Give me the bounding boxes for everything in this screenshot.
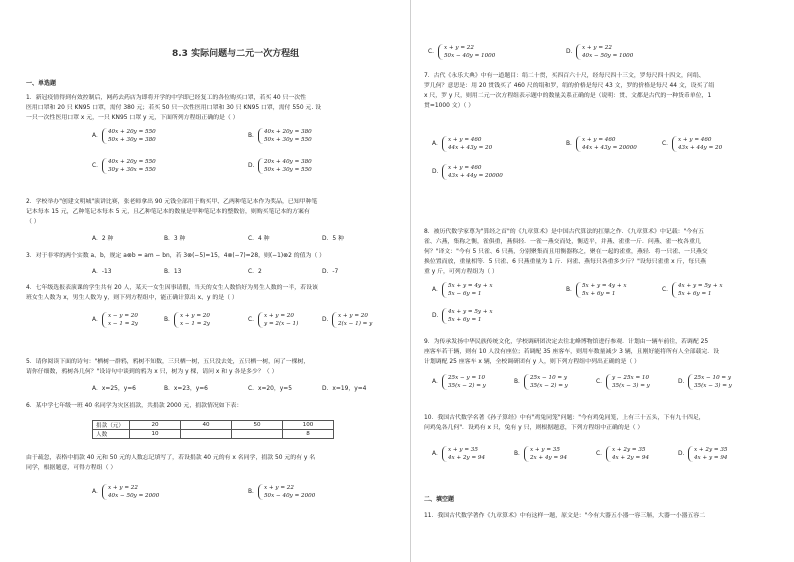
q4-line: 班女生人数为 x，男生人数为 y，则下列方程组中，能正确计算出 x、y 的是（ ）: [26, 295, 238, 301]
table-cell: 50: [232, 421, 283, 430]
equation-system: x + y = 20 x − 1 = 2y: [174, 312, 210, 328]
q8-line: 雀、六燕，集称之衡，雀俱重，燕俱轻．一雀一燕交而处，衡适平，并燕、雀重一斤．问燕、雀一枚各重几: [424, 239, 701, 245]
q9-line: 座客车若干辆，则有 10 人没有座位；若调配 35 座客车，则用车数量减少 3 辆，且刚好能将所有人全部载完．设: [424, 349, 720, 355]
equation-system: x + y = 460 43x + 44y = 20000: [442, 164, 503, 180]
equation-system: x + y = 22 50x − 40y = 1000: [438, 44, 495, 60]
column-divider: [410, 0, 411, 562]
equation-system: x + 2y = 35 4x + y = 94: [688, 446, 727, 462]
q7-line: 7．古代《永乐大典》中有一道题目：绢二十贯，买四百六十尺，经每尺四十三文，罗每尺四十四文，问绢、: [424, 73, 705, 79]
equation-system: x + y = 22 50x − 40y = 2000: [258, 484, 315, 500]
equation-system: x + y = 460 43x + 44y = 20: [672, 136, 722, 152]
left-column: 8.3 实际问题与二元一次方程组 一、单选题 1．新冠疫情得到有效控制后，网药去药店为即将开学的中学即已经复工的各位购买口罩，若买 40 只一次性 医用口罩和 20 只 KN95 口罩，需付 380 元；若买 50 只一次性医用口罩和 30 只 KN95 口罩，需付 550 元. 设 一只一次性医用口罩 x 元，一只 KN95 口罩 y 元，下面所列方程组正确的是（ ） A． 40x + 20y = 550 50x + 30y = 380 B． 40x + 20y = 380 50x + 30y = 550 C． 40x + 20y = 550 30y + 30x = 550 D． 20x + 40y = 380 50x + 30y = 550 2．学校举办"创建文明城"演讲比赛，张老师拿出 90 元钱全部用于购买甲、乙两种笔记本作为奖品，已知甲种笔 记本每本 15 元，乙种笔记本每本 5 元，且乙种笔记本的数量是甲种笔记本的整数倍，则购买笔记本的方案有 （ ） A．2 种 B．3 种 C．4 种 D．5 种 3．对于非零的两个实数 a、b，规定 a⊗b = am − bn，若 3⊗(−5)=15，4⊗(−7)=28，则(−1)⊗2 的值为（ ） A．-13 B．13 C．2 D．-7 4．七年级选报表演课的学生共有 20 人，某天一女生因事请假，当天的女生人数恰好为男生人数的一半，若设该 班女生人数为 x，男生人数为 y，则下列方程组中，能正确计算出 x、y 的是（ ） A． x − y = 20 x − 1 = 2y B． x + y = 20 x − 1 = 2y C． x + y = 20 y = 2(x − 1) D． x + y = 20 2(x − 1) = y 5．请你阅读下面的诗句："栖树一群鸦，鸦树不知数，三只栖一树，五只没去处，五只栖一树，闲了一棵树， 请你仔细数，鸦树各几何？"设诗句中谈到的鸦为 x 只，树为 y 棵，请问 x 和 y 各是多少？（ ） A．x=25，y=6 B．x=23，y=6 C．x=20，y=5 D．x=19，y=4 6．某中学七年级一班 40 名同学为灾区捐款，共捐款 2000 元，捐款情况如下表： 捐款（元） 20 40 50 100 人数 10 8 由于疏忽，表格中捐款 40 元和 50 元的人数忘记填写了，若设捐款 40 元的有 x 名同学，捐款 50 元的有 y 名 同学，根据题意，可得方程组（ ） A． x + y = 22 40x − 50y = 2000 B． x + y = 22 50x − 40y = 2000: [26, 49, 373, 499]
q3-option-d[interactable]: D．-7: [322, 269, 339, 275]
q8-line: 重 y 斤，可列方程组为（ ）: [424, 269, 498, 275]
q4-line: 4．七年级选报表演课的学生共有 20 人，某天一女生因事请假，当天的女生人数恰好为男生人数的一半，若设该: [26, 285, 318, 291]
table-cell: 人数: [93, 430, 130, 439]
equation-system: 40x + 20y = 550 50x + 30y = 380: [102, 128, 156, 144]
q5-option-c[interactable]: C．x=20，y=5: [248, 386, 292, 392]
q5-option-b[interactable]: B．x=23，y=6: [164, 386, 208, 392]
q6-line: 同学，根据题意，可得方程组（ ）: [26, 465, 117, 471]
equation-system: 25x − 10 = y 35(x − 3) = y: [688, 374, 732, 390]
q2-option-c[interactable]: C．4 种: [248, 236, 270, 242]
q9-line: 9．为传承发扬中华民族传统文化，学校调研团决定去往北峰博物馆进行参观．计划由一辆车前往，若调配 25: [424, 339, 709, 345]
q3-option-b[interactable]: B．13: [164, 269, 182, 275]
equation-system: x + y = 20 2(x − 1) = y: [332, 312, 372, 328]
q6-line: 6．某中学七年级一班 40 名同学为灾区捐款，共捐款 2000 元，捐款情况如下表：: [26, 403, 243, 409]
q3-line: 3．对于非零的两个实数 a、b，规定 a⊗b = am − bn，若 3⊗(−5)=15，4⊗(−7)=28，则(−1)⊗2 的值为（ ）: [26, 253, 326, 259]
q9-line: 计划调配 25 座客车 x 辆，全校调研团有 y 人，则下列方程组中列出正确的是（ ）: [424, 359, 641, 365]
equation-system: x − y = 20 x − 1 = 2y: [102, 312, 138, 328]
table-cell: 100: [283, 421, 334, 430]
q8-line: 换位置而放，重量相等．5 只雀、6 只燕重量为 1 斤．问雀、燕每只各重多少斤？"设每只雀重 x 斤，每只燕: [424, 259, 706, 265]
q2-line: 记本每本 15 元，乙种笔记本每本 5 元，且乙种笔记本的数量是甲种笔记本的整数倍，则购买笔记本的方案有: [26, 209, 310, 215]
section-fill-blank: 二、填空题: [424, 496, 455, 503]
equation-system: 20x + 40y = 380 50x + 30y = 550: [258, 158, 312, 174]
equation-system: x + y = 22 40x − 50y = 1000: [576, 44, 633, 60]
equation-system: 40x + 20y = 380 50x + 30y = 550: [258, 128, 312, 144]
q7-line: 贯=1000 文）（ ）: [424, 103, 475, 109]
equation-system: 5x + y = 4y + x 5x + 6y = 1: [576, 282, 626, 298]
q10-line: 10．我国古代数学名著《孙子算经》中有"鸡兔同笼"问题："今有鸡兔同笼，上有三十五头，下有九十四足，: [424, 415, 705, 421]
equation-system: 40x + 20y = 550 30y + 30x = 550: [102, 158, 156, 174]
donation-table: [92, 420, 334, 439]
q3-option-a[interactable]: A．-13: [92, 269, 112, 275]
q11-line: 11．我国古代数学著作《九章算术》中有这样一题，原文是："今有大器五小器一容三斛，大器一小器五容二: [424, 513, 706, 519]
table-cell: 8: [283, 430, 334, 439]
q1-line: 一只一次性医用口罩 x 元，一只 KN95 口罩 y 元，下面所列方程组正确的是（ ）: [26, 115, 239, 121]
q8-line: 何？"译文："今有 5 只雀、6 只燕，分别聚集而且用衡器称之，聚在一起的雀重，燕轻．将一只雀、一只燕交: [424, 249, 708, 255]
q2-line: （ ）: [26, 219, 40, 225]
q2-option-b[interactable]: B．3 种: [164, 236, 186, 242]
equation-system: y − 25x = 10 35(x − 3) = y: [606, 374, 650, 390]
right-column: C． x + y = 22 50x − 40y = 1000 D． x + y = 22 40x − 50y = 1000 7．古代《永乐大典》中有一道题目：绢二十贯，买四百六十尺，经每尺四十三文，罗每尺四十四文，问绢、 罗几何？意思是：用 20 贯钱买了 460 尺的绢和罗，绢的价格是每尺 43 文，罗的价格是每尺 44 文，设买了绢 x 尺，罗 y 尺，则用二元一次方程组表示题中的数量关系正确的是（说明：贯、文都是古代的一种货币单位，1 贯=1000 文）（ ） A． x + y = 460 44x + 43y = 20 B． x + y = 460 44x + 43y = 20000 C． x + y = 460 43x + 44y = 20 D． x + y = 460 43x + 44y = 20000 8．被历代数学家尊为"算经之首"的《九章算术》是中国古代算法的扛鼎之作．《九章算术》中记载："今有五 雀、六燕，集称之衡，雀俱重，燕俱轻．一雀一燕交而处，衡适平，并燕、雀重一斤．问燕、雀一枚各重几 何？"译文："今有 5 只雀、6 只燕，分别聚集而且用衡器称之，聚在一起的雀重，燕轻．将一只雀、一只燕交 换位置而放，重量相等．5 只雀、6 只燕重量为 1 斤．问雀、燕每只各重多少斤？"设每只雀重 x 斤，每只燕 重 y 斤，可列方程组为（ ） A． 5x + y = 4y + x 5x − 6y = 1 B． 5x + y = 4y + x 5x + 6y = 1 C． 4x + y = 5y + x 5x + 6y = 1 D． 4x + y = 5y + x 5x + 6y = 1 9．为传承发扬中华民族传统文化，学校调研团决定去往北峰博物馆进行参观．计划由一辆车前往，若调配 25 座客车若干辆，则有 10 人没有座位；若调配 35 座客车，则用车数量减少 3 辆，且刚好能将所有人全部载完．设 计划调配 25 座客车 x 辆，全校调研团有 y 人，则下列方程组中列出正确的是（ ） A． 25x − y = 10 35(x − 2) = y B． 25x − 10 = y 35(x − 2) = y C． y − 25x = 10 35(x − 3) = y D． 25x − 10 = y 35(x − 3) = y 10．我国古代数学名著《孙子算经》中有"鸡兔同笼"问题："今有鸡兔同笼，上有三十五头，下有九十四足， 问鸡兔各几何"．设鸡有 x 只，兔有 y 只，则根据题意，下列方程组中正确的是（ ） A． x + y = 35 4x + 2y = 94 B． x + y = 35 2x + 4y = 94 C． x + 2y = 35 4x + 2y = 94 D． x + 2y = 35 4x + y = 94 二、填空题 11．我国古代数学著作《九章算术》中有这样一题，原文是："今有大器五小器一容三斛，大器一小器五容二: [424, 45, 732, 519]
table-cell: [232, 430, 283, 439]
table-row: [93, 430, 334, 439]
equation-system: x + y = 35 2x + 4y = 94: [524, 446, 567, 462]
q2-option-a[interactable]: A．2 种: [92, 236, 114, 242]
equation-system: x + y = 20 y = 2(x − 1): [258, 312, 298, 328]
q2-line: 2．学校举办"创建文明城"演讲比赛，张老师拿出 90 元钱全部用于购买甲、乙两种笔记本作为奖品，已知甲种笔: [26, 199, 318, 205]
equation-system: x + y = 35 4x + 2y = 94: [442, 446, 485, 462]
table-cell: 10: [130, 430, 181, 439]
equation-system: x + 2y = 35 4x + 2y = 94: [606, 446, 649, 462]
q5-option-a[interactable]: A．x=25，y=6: [92, 386, 136, 392]
equation-system: x + y = 460 44x + 43y = 20000: [576, 136, 637, 152]
q5-line: 5．请你阅读下面的诗句："栖树一群鸦，鸦树不知数，三只栖一树，五只没去处，五只栖一树，闲了一棵树，: [26, 359, 310, 365]
equation-system: x + y = 460 44x + 43y = 20: [442, 136, 492, 152]
q2-option-d[interactable]: D．5 种: [322, 236, 344, 242]
q6-line: 由于疏忽，表格中捐款 40 元和 50 元的人数忘记填写了，若设捐款 40 元的有 x 名同学，捐款 50 元的有 y 名: [26, 455, 316, 461]
q3-option-c[interactable]: C．2: [248, 269, 262, 275]
page-title: 8.3 实际问题与二元一次方程组: [172, 49, 300, 59]
equation-system: x + y = 22 40x − 50y = 2000: [102, 484, 159, 500]
q10-line: 问鸡兔各几何"．设鸡有 x 只，兔有 y 只，则根据题意，下列方程组中正确的是（ ）: [424, 425, 644, 431]
q5-option-d[interactable]: D．x=19，y=4: [322, 386, 367, 392]
q7-line: 罗几何？意思是：用 20 贯钱买了 460 尺的绢和罗，绢的价格是每尺 43 文，罗的价格是每尺 44 文，设买了绢: [424, 83, 715, 89]
equation-system: 4x + y = 5y + x 5x + 6y = 1: [442, 308, 492, 324]
q1-line: 1．新冠疫情得到有效控制后，网药去药店为即将开学的中学即已经复工的各位购买口罩，若买 40 只一次性: [26, 95, 307, 101]
equation-system: 25x − 10 = y 35(x − 2) = y: [524, 374, 568, 390]
section-single-choice: 一、单选题: [26, 80, 57, 87]
equation-system: 4x + y = 5y + x 5x + 6y = 1: [672, 282, 722, 298]
equation-system: 5x + y = 4y + x 5x − 6y = 1: [442, 282, 492, 298]
q5-line: 请你仔细数，鸦树各几何？"设诗句中谈到的鸦为 x 只，树为 y 棵，请问 x 和 y 各是多少？（ ）: [26, 369, 278, 375]
table-row: [93, 421, 334, 430]
table-cell: [181, 430, 232, 439]
equation-system: 25x − y = 10 35(x − 2) = y: [442, 374, 486, 390]
q1-line: 医用口罩和 20 只 KN95 口罩，需付 380 元；若买 50 只一次性医用口罩和 30 只 KN95 口罩，需付 550 元. 设: [26, 105, 321, 111]
table-cell: 40: [181, 421, 232, 430]
table-cell: 20: [130, 421, 181, 430]
q8-line: 8．被历代数学家尊为"算经之首"的《九章算术》是中国古代算法的扛鼎之作．《九章算术》中记载："今有五: [424, 229, 704, 235]
table-cell: 捐款（元）: [93, 421, 130, 430]
q7-line: x 尺，罗 y 尺，则用二元一次方程组表示题中的数量关系正确的是（说明：贯、文都是古代的一种货币单位，1: [424, 93, 712, 99]
